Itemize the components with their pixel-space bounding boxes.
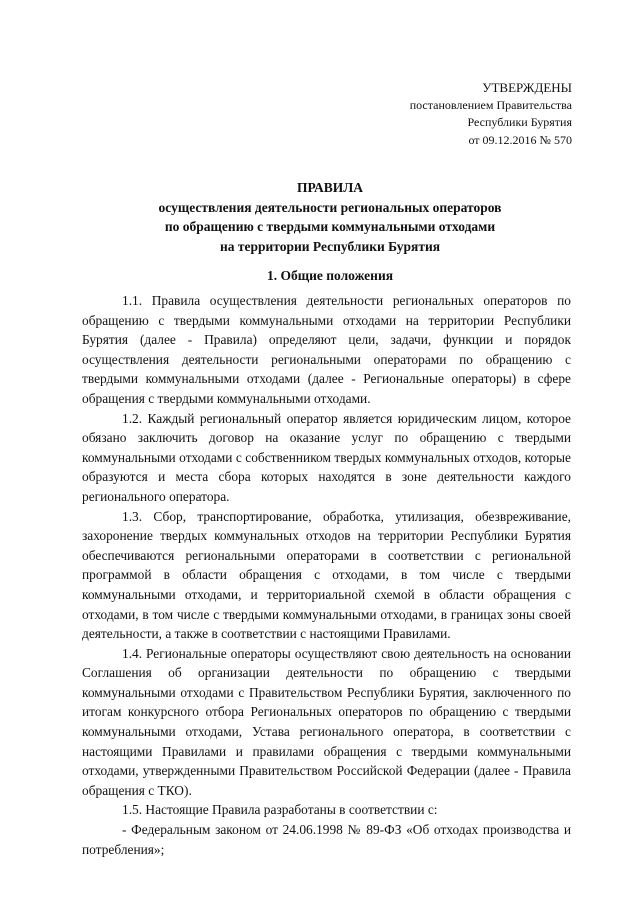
approval-heading: УТВЕРЖДЕНЫ: [482, 80, 572, 95]
approval-stamp: [410, 79, 572, 149]
paragraph-1-5: 1.5. Настоящие Правила разработаны в соответствии с:: [122, 802, 438, 818]
approval-date-number: от 09.12.2016 № 570: [468, 132, 572, 147]
title-line-2: осуществления деятельности региональных операторов: [158, 199, 502, 215]
section-heading: 1. Общие положения: [266, 268, 394, 283]
paragraph-law-reference: - Федеральным законом от 24.06.1998 № 89-ФЗ «Об отходах производства и потребления»;: [82, 822, 571, 857]
title-line-3: по обращению с твердыми коммунальными отходами: [164, 219, 496, 234]
title-word: ПРАВИЛА: [296, 180, 364, 195]
document-title: [80, 178, 580, 256]
paragraph-1-3: 1.3. Сбор, транспортирование, обработка, утилизация, обезвреживание, захоронение твердых коммунальных отходов на территории Республики Бурятия обеспечиваются региональными операторами в соответствии с региональной программой в области обращения с отходами, в том числе с твердыми коммунальными отходами, и территориальной схемой в области обращения с отходами, в том числе с твердыми коммунальными отходами, в границах зоны своей деятельности, а также в соответствии с настоящими Правилами.: [82, 508, 571, 642]
document-body: [82, 291, 571, 859]
approval-region: Республики Бурятия: [467, 115, 572, 129]
approval-issuer: постановлением Правительства: [409, 97, 572, 112]
paragraph-1-4: 1.4. Региональные операторы осуществляют свою деятельность на основании Соглашения об организации деятельности по обращению с твердыми коммунальными отходами с Правительством Республики Бурятия, заключенного по итогам конкурсного отбора Региональных операторов по обращению с твердыми коммунальными отходами, Устава регионального оператора, в соответствии с настоящими Правилами и правилами обращения с твердыми коммунальными отходами, утвержденными Правительством Российской Федерации (далее - Правила обращения с ТКО).: [82, 645, 571, 798]
paragraph-1-1: 1.1. Правила осуществления деятельности региональных операторов по обращению с твердыми коммунальными отходами на территории Республики Бурятия (далее - Правила) определяют цели, задачи, функции и порядок осуществления деятельности региональными операторами по обращению с твердыми коммунальными отходами (далее - Региональные операторы) в сфере обращения с твердыми коммунальными отходами.: [82, 293, 571, 406]
paragraph-1-2: 1.2. Каждый региональный оператор является юридическим лицом, которое обязано заключить договор на оказание услуг по обращению с твердыми коммунальными отходами с собственником твердых коммунальных отходов, которые образуются и места сбора которых находятся в зоне деятельности каждого регионального оператора.: [82, 410, 571, 504]
title-line-4: на территории Республики Бурятия: [219, 238, 441, 254]
